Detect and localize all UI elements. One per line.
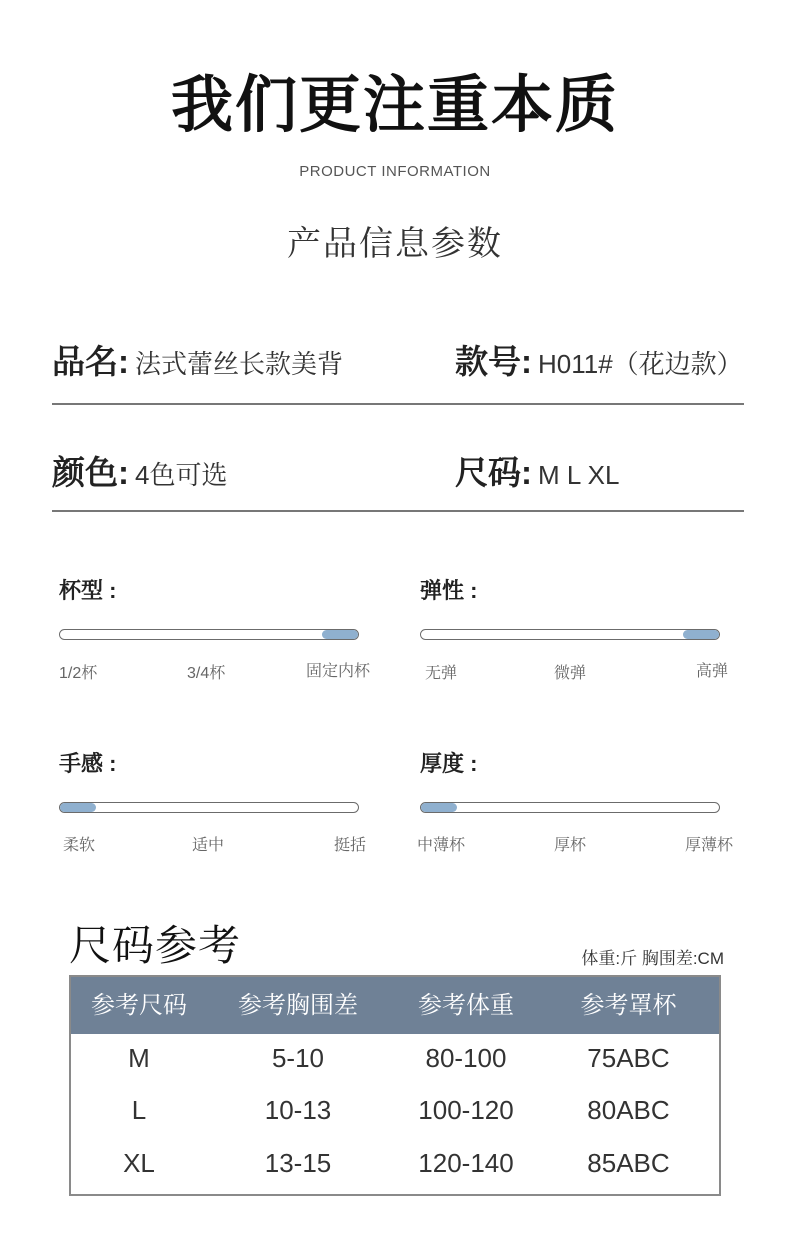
- table-cell: 75ABC: [587, 1043, 670, 1073]
- model-number: [455, 336, 743, 383]
- product-name-label: 品名:: [52, 343, 129, 380]
- spec-slider-track: [59, 629, 359, 640]
- table-header-cell: 参考罩杯: [580, 992, 677, 1019]
- table-cell: 100-120: [418, 1095, 514, 1125]
- spec-slider-fill: [683, 630, 719, 639]
- color-info: [52, 447, 227, 494]
- table-row: [71, 1095, 719, 1133]
- spec-tick-low: 无弹: [425, 665, 458, 682]
- size-label: 尺码:: [455, 454, 532, 491]
- spec-tick-mid: 厚杯: [554, 837, 587, 854]
- info-row-name-model: [52, 336, 744, 390]
- spec-slider-track: [420, 802, 720, 813]
- table-header-cell: 参考胸围差: [238, 992, 358, 1019]
- product-name: [52, 336, 343, 383]
- spec-tick-low: 柔软: [63, 837, 96, 854]
- spec-elasticity: [420, 574, 740, 684]
- color-label: 颜色:: [52, 454, 129, 491]
- spec-thickness: [417, 747, 745, 857]
- spec-tick-high: 高弹: [696, 663, 729, 680]
- spec-tick-high: 厚薄杯: [685, 837, 734, 854]
- size-reference-unit-note: 体重:斤 胸围差:CM: [581, 949, 724, 968]
- spec-hand-feel: [59, 747, 379, 857]
- table-cell: 85ABC: [587, 1148, 670, 1178]
- spec-slider-fill: [421, 803, 457, 812]
- divider: [52, 403, 744, 405]
- table-row: [71, 1148, 719, 1186]
- color-value: 4色可选: [135, 460, 228, 490]
- spec-tick-low: 1/2杯: [59, 665, 98, 682]
- model-number-label: 款号:: [455, 343, 532, 380]
- spec-slider-track: [420, 629, 720, 640]
- spec-slider-fill: [60, 803, 96, 812]
- table-cell: 13-15: [264, 1148, 332, 1178]
- spec-title: 厚度 :: [420, 751, 478, 776]
- spec-title: 手感 :: [59, 751, 117, 776]
- spec-tick-mid: 微弹: [554, 665, 587, 682]
- subtitle-english: PRODUCT INFORMATION: [299, 163, 491, 180]
- size-reference-table: [69, 975, 721, 1196]
- table-header-row: [71, 977, 719, 1034]
- table-cell: 120-140: [418, 1148, 514, 1178]
- table-header-cell: 参考体重: [418, 992, 514, 1019]
- divider: [52, 510, 744, 512]
- spec-title: 弹性 :: [420, 578, 478, 603]
- spec-slider-fill: [322, 630, 358, 639]
- size-info: [455, 447, 619, 494]
- info-row-color-size: [52, 447, 744, 501]
- model-number-value: H011#（花边款）: [538, 349, 743, 379]
- page-headline: 我们更注重本质: [170, 71, 619, 140]
- table-cell: 80ABC: [587, 1095, 670, 1125]
- table-cell: M: [128, 1043, 150, 1073]
- table-header-cell: 参考尺码: [91, 992, 187, 1019]
- size-value: M L XL: [538, 460, 620, 490]
- subtitle-chinese: 产品信息参数: [287, 225, 503, 263]
- table-row: [71, 1043, 719, 1081]
- size-reference-title: 尺码参考: [69, 922, 242, 969]
- table-cell: L: [131, 1095, 147, 1125]
- spec-tick-mid: 3/4杯: [187, 665, 226, 682]
- spec-tick-high: 固定内杯: [306, 663, 371, 680]
- table-cell: 10-13: [264, 1095, 332, 1125]
- table-cell: XL: [123, 1148, 155, 1178]
- spec-tick-low: 中薄杯: [417, 837, 466, 854]
- product-name-value: 法式蕾丝长款美背: [135, 349, 344, 379]
- table-cell: 5-10: [271, 1043, 325, 1073]
- spec-slider-track: [59, 802, 359, 813]
- spec-tick-high: 挺括: [334, 837, 367, 854]
- spec-title: 杯型 :: [59, 578, 117, 603]
- spec-cup-type: [59, 574, 379, 684]
- spec-tick-mid: 适中: [192, 837, 225, 854]
- table-cell: 80-100: [425, 1043, 507, 1073]
